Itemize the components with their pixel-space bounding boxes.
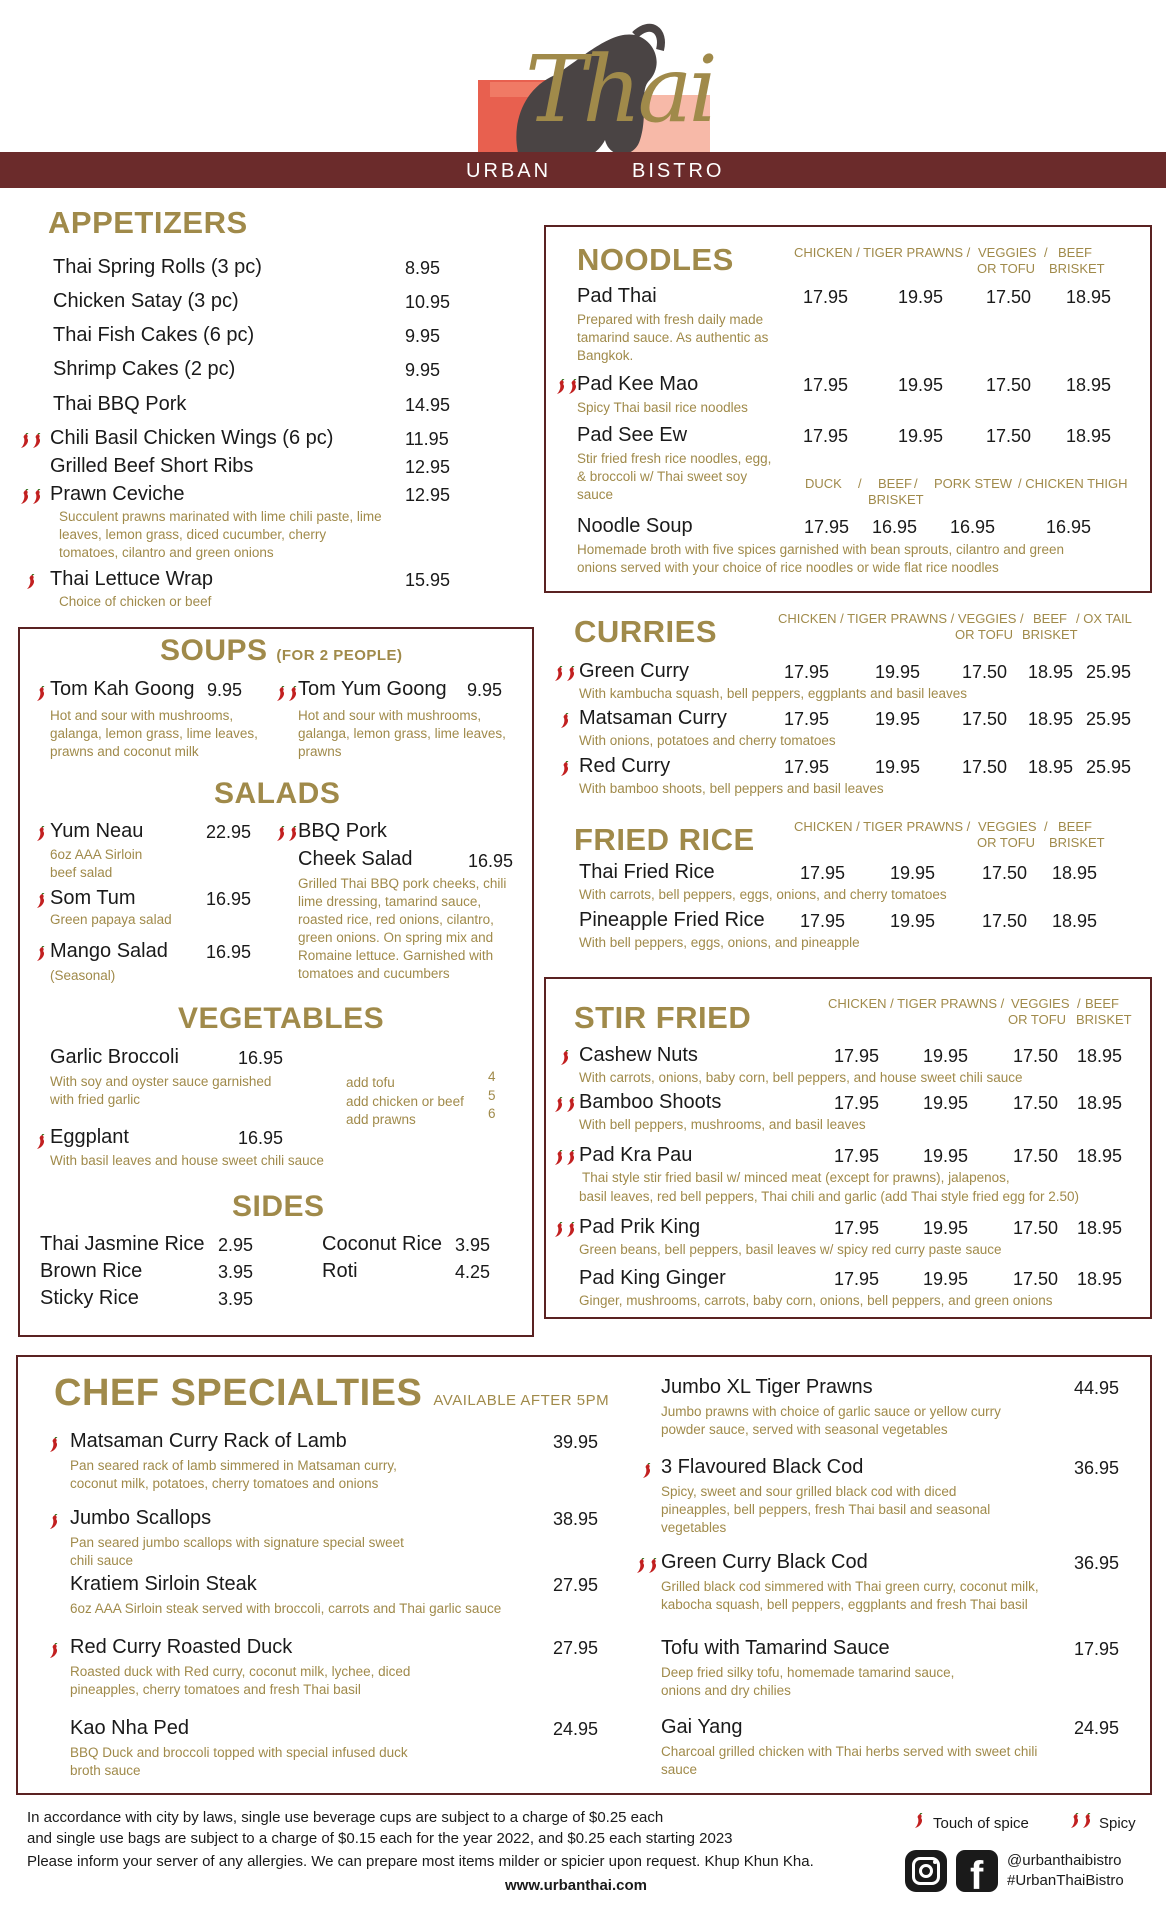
noodle-soup-col-header: / bbox=[914, 476, 918, 491]
website-link[interactable]: www.urbanthai.com bbox=[505, 1877, 647, 1894]
curry-price: 18.95 bbox=[1028, 662, 1074, 682]
appetizer-price: 15.95 bbox=[405, 570, 451, 590]
side-name: Thai Jasmine Rice bbox=[40, 1233, 205, 1255]
curries-col-header: / OX TAIL bbox=[1076, 611, 1132, 626]
side-price: 3.95 bbox=[218, 1289, 254, 1309]
curry-price: 19.95 bbox=[875, 709, 921, 729]
stir_fried-col-header: BEEF bbox=[1085, 996, 1119, 1011]
stir-fried-price: 17.50 bbox=[1013, 1218, 1059, 1238]
fried-rice-price: 18.95 bbox=[1052, 911, 1098, 931]
addon-label: add tofu bbox=[346, 1075, 395, 1090]
appetizer-price: 9.95 bbox=[405, 326, 441, 346]
noodle-desc: Prepared with fresh daily made tamarind sauce. As authentic as Bangkok. bbox=[577, 312, 769, 363]
chili-pepper-icon bbox=[553, 1222, 577, 1238]
addon-label: add chicken or beef bbox=[346, 1094, 464, 1109]
salad-desc: Green papaya salad bbox=[50, 912, 172, 927]
chef-item-price: 24.95 bbox=[1074, 1718, 1120, 1738]
chef-item-price: 24.95 bbox=[553, 1719, 599, 1739]
fried_rice-col-header: CHICKEN / TIGER PRAWNS / bbox=[794, 819, 971, 834]
chef-item-name: Kao Nha Ped bbox=[70, 1717, 189, 1739]
chili-pepper-icon bbox=[19, 433, 43, 449]
chili-pepper-icon bbox=[35, 686, 47, 702]
stir-fried-price: 17.50 bbox=[1013, 1269, 1059, 1289]
appetizer-price: 12.95 bbox=[405, 485, 451, 505]
curry-name: Red Curry bbox=[579, 755, 671, 777]
addon-price: 6 bbox=[488, 1106, 496, 1121]
vegetable-name: Eggplant bbox=[50, 1126, 129, 1148]
fried_rice-col-header: BEEF bbox=[1058, 819, 1092, 834]
logo-word-urban: URBAN bbox=[466, 160, 552, 182]
vegetable-desc: With soy and oyster sauce garnished with fried garlic bbox=[50, 1074, 272, 1107]
fried-rice-price: 18.95 bbox=[1052, 863, 1098, 883]
noodle-price: 17.95 bbox=[803, 375, 849, 395]
salad-name-line2: Cheek Salad bbox=[298, 848, 413, 870]
chef-item-desc: 6oz AAA Sirloin steak served with broccoli, carrots and Thai garlic sauce bbox=[70, 1601, 502, 1616]
fried-rice-desc: With carrots, bell peppers, eggs, onions, and cherry tomatoes bbox=[579, 887, 947, 902]
stir-fried-price: 17.95 bbox=[834, 1046, 880, 1066]
chef-item-price: 27.95 bbox=[553, 1575, 599, 1595]
stir-fried-price: 18.95 bbox=[1077, 1046, 1123, 1066]
chef-item-desc: Roasted duck with Red curry, coconut milk, lychee, diced pineapples, cherry tomatoes and fresh Thai basil bbox=[70, 1664, 411, 1697]
chili-pepper-icon bbox=[559, 1050, 571, 1066]
noodles-col-header: CHICKEN / TIGER PRAWNS / bbox=[794, 245, 971, 260]
chef-item-desc: Grilled black cod simmered with Thai green curry, coconut milk, kabocha squash, bell peppers, eggplants and fresh Thai basil bbox=[661, 1579, 1039, 1612]
salad-name: Yum Neau bbox=[50, 820, 144, 842]
stir-fried-name: Pad Prik King bbox=[579, 1216, 701, 1238]
chili-pepper-icon bbox=[555, 379, 579, 395]
stir-fried-desc: With carrots, onions, baby corn, bell peppers, and house sweet chili sauce bbox=[579, 1070, 1023, 1085]
chili-pepper-icon bbox=[275, 826, 299, 842]
chef-item-desc: Pan seared rack of lamb simmered in Matsaman curry, coconut milk, potatoes, cherry tomatoes and onions bbox=[70, 1458, 397, 1491]
curry-desc: With kambucha squash, bell peppers, eggplants and basil leaves bbox=[579, 686, 967, 701]
chef-item-price: 17.95 bbox=[1074, 1639, 1120, 1659]
noodle-price: 18.95 bbox=[1066, 375, 1112, 395]
noodle-name: Pad Thai bbox=[577, 285, 657, 307]
vegetable-price: 16.95 bbox=[238, 1048, 284, 1068]
curry-price: 19.95 bbox=[875, 662, 921, 682]
noodle-price: 17.95 bbox=[803, 426, 849, 446]
stir-fried-price: 17.95 bbox=[834, 1269, 880, 1289]
stir-fried-price: 18.95 bbox=[1077, 1269, 1123, 1289]
curries-col-header: BRISKET bbox=[1022, 627, 1078, 642]
facebook-handle[interactable]: #UrbanThaiBistro bbox=[1007, 1872, 1124, 1889]
addon-price: 4 bbox=[488, 1069, 496, 1084]
stir-fried-desc: Ginger, mushrooms, carrots, baby corn, onions, bell peppers, and green onions bbox=[579, 1293, 1053, 1308]
noodle-soup-col-header: DUCK bbox=[805, 476, 842, 491]
appetizer-name: Thai Fish Cakes (6 pc) bbox=[53, 324, 255, 346]
salads-title: SALADS bbox=[214, 777, 341, 810]
chef-item-name: Red Curry Roasted Duck bbox=[70, 1636, 293, 1658]
logo-word: Thai bbox=[525, 36, 714, 143]
noodles-title: NOODLES bbox=[577, 242, 734, 277]
curry-price: 25.95 bbox=[1086, 757, 1132, 777]
salad-price: 16.95 bbox=[206, 889, 252, 909]
curry-price: 17.50 bbox=[962, 662, 1008, 682]
noodle-price: 17.95 bbox=[803, 287, 849, 307]
side-price: 3.95 bbox=[218, 1262, 254, 1282]
noodle-soup-col-header: / bbox=[858, 476, 862, 491]
chef-item-desc: Deep fried silky tofu, homemade tamarind sauce, onions and dry chilies bbox=[661, 1665, 955, 1698]
vegetable-desc: With basil leaves and house sweet chili sauce bbox=[50, 1153, 324, 1168]
salad-desc: Grilled Thai BBQ pork cheeks, chili lime dressing, tamarind sauce, roasted rice, red onions, cilantro, green onions. On spring mix and Romaine lettuce. Garnished with tomatoes and cucumbers bbox=[298, 876, 507, 981]
appetizer-name: Thai Lettuce Wrap bbox=[50, 568, 214, 590]
stir_fried-col-header: CHICKEN / TIGER PRAWNS / bbox=[828, 996, 1005, 1011]
appetizer-price: 12.95 bbox=[405, 457, 451, 477]
chef-item-price: 36.95 bbox=[1074, 1553, 1120, 1573]
stir-fried-price: 19.95 bbox=[923, 1046, 969, 1066]
stir-fried-title: STIR FRIED bbox=[574, 1000, 752, 1035]
chef-title bbox=[54, 1372, 609, 1415]
fried-rice-price: 19.95 bbox=[890, 863, 936, 883]
chef-item-name: Jumbo XL Tiger Prawns bbox=[661, 1376, 873, 1398]
chili-pepper-icon bbox=[559, 761, 571, 777]
chef-item-name: Tofu with Tamarind Sauce bbox=[661, 1637, 890, 1659]
stir-fried-desc: Green beans, bell peppers, basil leaves w/ spicy red curry paste sauce bbox=[579, 1242, 1002, 1257]
chef-item-desc: Jumbo prawns with choice of garlic sauce or yellow curry powder sauce, served with seasonal vegetables bbox=[661, 1404, 1001, 1437]
chef-item-name: Gai Yang bbox=[661, 1716, 743, 1738]
fried-rice-price: 17.95 bbox=[800, 911, 846, 931]
stir-fried-price: 17.50 bbox=[1013, 1093, 1059, 1113]
chef-item-name: 3 Flavoured Black Cod bbox=[661, 1456, 864, 1478]
fried-rice-name: Pineapple Fried Rice bbox=[579, 909, 765, 931]
noodles-col-header: BEEF bbox=[1058, 245, 1092, 260]
chef-item-price: 44.95 bbox=[1074, 1378, 1120, 1398]
stir-fried-name: Pad King Ginger bbox=[579, 1267, 726, 1289]
chili-pepper-icon bbox=[553, 1150, 577, 1166]
appetizer-price: 9.95 bbox=[405, 360, 441, 380]
chili-pepper-icon bbox=[48, 1514, 60, 1530]
curries-title: CURRIES bbox=[574, 614, 718, 649]
curry-price: 17.95 bbox=[784, 757, 830, 777]
noodle-price: 19.95 bbox=[898, 426, 944, 446]
appetizer-name: Shrimp Cakes (2 pc) bbox=[53, 358, 236, 380]
fried-rice-name: Thai Fried Rice bbox=[579, 861, 715, 883]
vegetable-name: Garlic Broccoli bbox=[50, 1046, 179, 1068]
chef-item-name: Green Curry Black Cod bbox=[661, 1551, 868, 1573]
chef-item-desc: Pan seared jumbo scallops with signature special sweet chili sauce bbox=[70, 1535, 404, 1568]
side-price: 4.25 bbox=[455, 1262, 491, 1282]
noodle-price: 16.95 bbox=[950, 517, 996, 537]
soup-name: Tom Kah Goong bbox=[50, 678, 195, 700]
stir-fried-price: 18.95 bbox=[1077, 1146, 1123, 1166]
noodle-desc: Stir fried fresh rice noodles, egg, & broccoli w/ Thai sweet soy sauce bbox=[577, 451, 772, 502]
sides-title: SIDES bbox=[232, 1190, 325, 1223]
facebook-icon[interactable]: f bbox=[956, 1850, 998, 1892]
side-name: Roti bbox=[322, 1260, 358, 1282]
stir-fried-desc: Thai style stir fried basil w/ minced meat (except for prawns), jalapenos, bbox=[582, 1170, 1010, 1185]
appetizer-price: 8.95 bbox=[405, 258, 441, 278]
salad-desc: 6oz AAA Sirloin beef salad bbox=[50, 847, 143, 880]
stir-fried-name: Pad Kra Pau bbox=[579, 1144, 693, 1166]
soup-price: 9.95 bbox=[207, 680, 243, 700]
curry-price: 17.95 bbox=[784, 662, 830, 682]
stir-fried-name: Bamboo Shoots bbox=[579, 1091, 722, 1113]
footer-line-1: In accordance with city by laws, single use beverage cups are subject to a charge of $0.25 each bbox=[27, 1809, 664, 1826]
noodles-col-header: VEGGIES bbox=[978, 245, 1037, 260]
addon-label: add prawns bbox=[346, 1112, 416, 1127]
stir_fried-col-header: BRISKET bbox=[1076, 1012, 1132, 1027]
stir-fried-price: 19.95 bbox=[923, 1269, 969, 1289]
side-name: Brown Rice bbox=[40, 1260, 143, 1282]
stir-fried-price: 18.95 bbox=[1077, 1093, 1123, 1113]
fried_rice-col-header: BRISKET bbox=[1049, 835, 1105, 850]
stir_fried-col-header: / bbox=[1077, 996, 1081, 1011]
appetizer-name: Thai BBQ Pork bbox=[53, 393, 187, 415]
instagram-handle[interactable]: @urbanthaibistro bbox=[1007, 1852, 1122, 1869]
footer-line-3: Please inform your server of any allergies. We can prepare most items milder or spicier upon request. Khup Khun Kha. bbox=[27, 1853, 814, 1870]
soups-subtitle: (FOR 2 PEOPLE) bbox=[276, 647, 403, 664]
curry-name: Green Curry bbox=[579, 660, 690, 682]
salad-name: BBQ Pork bbox=[298, 820, 387, 842]
stir-fried-price: 17.95 bbox=[834, 1093, 880, 1113]
appetizer-price: 11.95 bbox=[405, 429, 449, 449]
chili-pepper-icon bbox=[275, 686, 299, 702]
logo-word-bistro: BISTRO bbox=[632, 160, 725, 182]
appetizer-name: Grilled Beef Short Ribs bbox=[50, 455, 254, 477]
vegetable-price: 16.95 bbox=[238, 1128, 284, 1148]
chef-item-price: 39.95 bbox=[553, 1432, 599, 1452]
stir_fried-col-header: OR TOFU bbox=[1008, 1012, 1067, 1027]
noodle-price: 18.95 bbox=[1066, 426, 1112, 446]
chili-pepper-icon bbox=[35, 826, 47, 842]
chef-item-desc: Charcoal grilled chicken with Thai herbs served with sweet chili sauce bbox=[661, 1744, 1038, 1777]
noodles-col-header: OR TOFU bbox=[977, 261, 1036, 276]
appetizers-title: APPETIZERS bbox=[48, 205, 248, 240]
chili-pepper-icon bbox=[641, 1463, 653, 1479]
salad-desc: (Seasonal) bbox=[50, 968, 116, 983]
curry-name: Matsaman Curry bbox=[579, 707, 727, 729]
chili-pepper-icon bbox=[35, 1134, 47, 1150]
chili-pepper-icon bbox=[35, 893, 47, 909]
curries-col-header: BEEF bbox=[1033, 611, 1067, 626]
curry-desc: With onions, potatoes and cherry tomatoes bbox=[579, 733, 836, 748]
curry-price: 17.50 bbox=[962, 757, 1008, 777]
noodle-price: 16.95 bbox=[1046, 517, 1092, 537]
chili-pepper-icon bbox=[1069, 1813, 1093, 1829]
noodle-name: Pad Kee Mao bbox=[577, 373, 699, 395]
noodles-col-header: BRISKET bbox=[1049, 261, 1105, 276]
curry-price: 17.95 bbox=[784, 709, 830, 729]
chef-item-desc: BBQ Duck and broccoli topped with special infused duck broth sauce bbox=[70, 1745, 408, 1778]
chef-item-price: 27.95 bbox=[553, 1638, 599, 1658]
stir-fried-price: 17.50 bbox=[1013, 1146, 1059, 1166]
chili-pepper-icon bbox=[553, 666, 577, 682]
appetizer-price: 14.95 bbox=[405, 395, 451, 415]
appetizer-desc: Succulent prawns marinated with lime chili paste, lime leaves, lemon grass, diced cucumber, cherry tomatoes, cilantro and green onions bbox=[59, 509, 382, 560]
footer-line-2: and single use bags are subject to a charge of $0.15 each for the year 2022, and $0.25 each starting 2023 bbox=[27, 1830, 733, 1847]
stir-fried-price: 17.95 bbox=[834, 1218, 880, 1238]
stir-fried-desc-line2: basil leaves, red bell peppers, Thai chili and garlic (add Thai style fried egg for 2.50) bbox=[579, 1189, 1080, 1204]
chef-item-name: Matsaman Curry Rack of Lamb bbox=[70, 1430, 347, 1452]
fried-rice-title: FRIED RICE bbox=[574, 822, 755, 857]
noodle-soup-col-header: / CHICKEN THIGH bbox=[1018, 476, 1128, 491]
legend-spicy: Spicy bbox=[1099, 1815, 1136, 1832]
chili-pepper-icon bbox=[559, 713, 571, 729]
chef-item-name: Kratiem Sirloin Steak bbox=[70, 1573, 257, 1595]
noodle-price: 18.95 bbox=[1066, 287, 1112, 307]
chili-pepper-icon bbox=[553, 1097, 577, 1113]
curries-col-header: OR TOFU bbox=[955, 627, 1014, 642]
legend-touch-of-spice: Touch of spice bbox=[933, 1815, 1029, 1832]
soup-name: Tom Yum Goong bbox=[298, 678, 447, 700]
noodle-price: 17.50 bbox=[986, 375, 1032, 395]
fried_rice-col-header: / bbox=[1044, 819, 1048, 834]
appetizer-desc: Choice of chicken or beef bbox=[59, 594, 212, 609]
appetizer-price: 10.95 bbox=[405, 292, 451, 312]
curry-price: 17.50 bbox=[962, 709, 1008, 729]
noodle-name: Noodle Soup bbox=[577, 515, 693, 537]
addon-price: 5 bbox=[488, 1088, 496, 1103]
soups-title-text: SOUPS bbox=[160, 634, 268, 667]
noodle-name: Pad See Ew bbox=[577, 424, 688, 446]
salad-name: Mango Salad bbox=[50, 940, 168, 962]
side-price: 2.95 bbox=[218, 1235, 254, 1255]
chili-pepper-icon bbox=[48, 1643, 60, 1659]
chili-pepper-icon bbox=[913, 1813, 925, 1829]
chef-item-name: Jumbo Scallops bbox=[70, 1507, 212, 1529]
curry-price: 25.95 bbox=[1086, 662, 1132, 682]
chef-item-price: 36.95 bbox=[1074, 1458, 1120, 1478]
stir-fried-price: 19.95 bbox=[923, 1146, 969, 1166]
stir-fried-price: 17.95 bbox=[834, 1146, 880, 1166]
chef-item-price: 38.95 bbox=[553, 1509, 599, 1529]
fried-rice-price: 19.95 bbox=[890, 911, 936, 931]
curry-desc: With bamboo shoots, bell peppers and basil leaves bbox=[579, 781, 884, 796]
noodle-soup-col-header: BRISKET bbox=[868, 492, 924, 507]
appetizer-name: Chili Basil Chicken Wings (6 pc) bbox=[50, 427, 334, 449]
curries-col-header: CHICKEN / TIGER PRAWNS / VEGGIES / bbox=[778, 611, 1024, 626]
appetizer-name: Thai Spring Rolls (3 pc) bbox=[53, 256, 262, 278]
stir-fried-price: 18.95 bbox=[1077, 1218, 1123, 1238]
stir-fried-price: 19.95 bbox=[923, 1093, 969, 1113]
side-price: 3.95 bbox=[455, 1235, 491, 1255]
curry-price: 19.95 bbox=[875, 757, 921, 777]
fried_rice-col-header: VEGGIES bbox=[978, 819, 1037, 834]
appetizer-name: Chicken Satay (3 pc) bbox=[53, 290, 239, 312]
curry-price: 18.95 bbox=[1028, 709, 1074, 729]
noodle-soup-col-header: PORK STEW bbox=[934, 476, 1013, 491]
noodle-price: 16.95 bbox=[872, 517, 918, 537]
stir-fried-price: 19.95 bbox=[923, 1218, 969, 1238]
salad-price: 16.95 bbox=[206, 942, 252, 962]
noodle-price: 17.50 bbox=[986, 287, 1032, 307]
instagram-icon[interactable] bbox=[905, 1850, 947, 1892]
side-name: Sticky Rice bbox=[40, 1287, 139, 1309]
noodle-price: 19.95 bbox=[898, 375, 944, 395]
chili-pepper-icon bbox=[35, 946, 47, 962]
soup-desc: Hot and sour with mushrooms, galanga, lemon grass, lime leaves, prawns and coconut milk bbox=[50, 708, 258, 759]
noodle-desc: Homemade broth with five spices garnished with bean sprouts, cilantro and green onions served with your choice of rice noodles or wide flat rice noodles bbox=[577, 542, 1065, 575]
chef-title-text: CHEF SPECIALTIES bbox=[54, 1372, 423, 1414]
noodle-price: 17.95 bbox=[804, 517, 850, 537]
salad-name: Som Tum bbox=[50, 887, 136, 909]
side-name: Coconut Rice bbox=[322, 1233, 443, 1255]
fried-rice-price: 17.50 bbox=[982, 911, 1028, 931]
salad-price: 22.95 bbox=[206, 822, 252, 842]
fried-rice-desc: With bell peppers, eggs, onions, and pineapple bbox=[579, 935, 860, 950]
fried_rice-col-header: OR TOFU bbox=[977, 835, 1036, 850]
soup-price: 9.95 bbox=[467, 680, 503, 700]
fried-rice-price: 17.50 bbox=[982, 863, 1028, 883]
stir-fried-desc: With bell peppers, mushrooms, and basil leaves bbox=[579, 1117, 866, 1132]
soup-desc: Hot and sour with mushrooms, galanga, lemon grass, lime leaves, prawns bbox=[298, 708, 506, 759]
curry-price: 25.95 bbox=[1086, 709, 1132, 729]
chef-item-desc: Spicy, sweet and sour grilled black cod with diced pineapples, bell peppers, fresh Thai basil and seasonal vegetables bbox=[661, 1484, 991, 1535]
noodle-desc: Spicy Thai basil rice noodles bbox=[577, 400, 748, 415]
soups-title bbox=[160, 634, 403, 668]
fried-rice-price: 17.95 bbox=[800, 863, 846, 883]
curry-price: 18.95 bbox=[1028, 757, 1074, 777]
chef-subtitle: AVAILABLE AFTER 5PM bbox=[433, 1392, 610, 1409]
salad-price: 16.95 bbox=[468, 851, 514, 871]
chili-pepper-icon bbox=[48, 1437, 60, 1453]
chili-pepper-icon bbox=[19, 489, 43, 505]
stir-fried-name: Cashew Nuts bbox=[579, 1044, 698, 1066]
chili-pepper-icon bbox=[25, 574, 37, 590]
stir-fried-price: 17.50 bbox=[1013, 1046, 1059, 1066]
noodle-price: 17.50 bbox=[986, 426, 1032, 446]
noodle-soup-col-header: BEEF bbox=[878, 476, 912, 491]
noodles-col-header: / bbox=[1044, 245, 1048, 260]
appetizer-name: Prawn Ceviche bbox=[50, 483, 185, 505]
stir_fried-col-header: VEGGIES bbox=[1011, 996, 1070, 1011]
chili-pepper-icon bbox=[635, 1558, 659, 1574]
header-banner bbox=[0, 152, 1166, 188]
vegetables-title: VEGETABLES bbox=[178, 1002, 385, 1035]
noodle-price: 19.95 bbox=[898, 287, 944, 307]
